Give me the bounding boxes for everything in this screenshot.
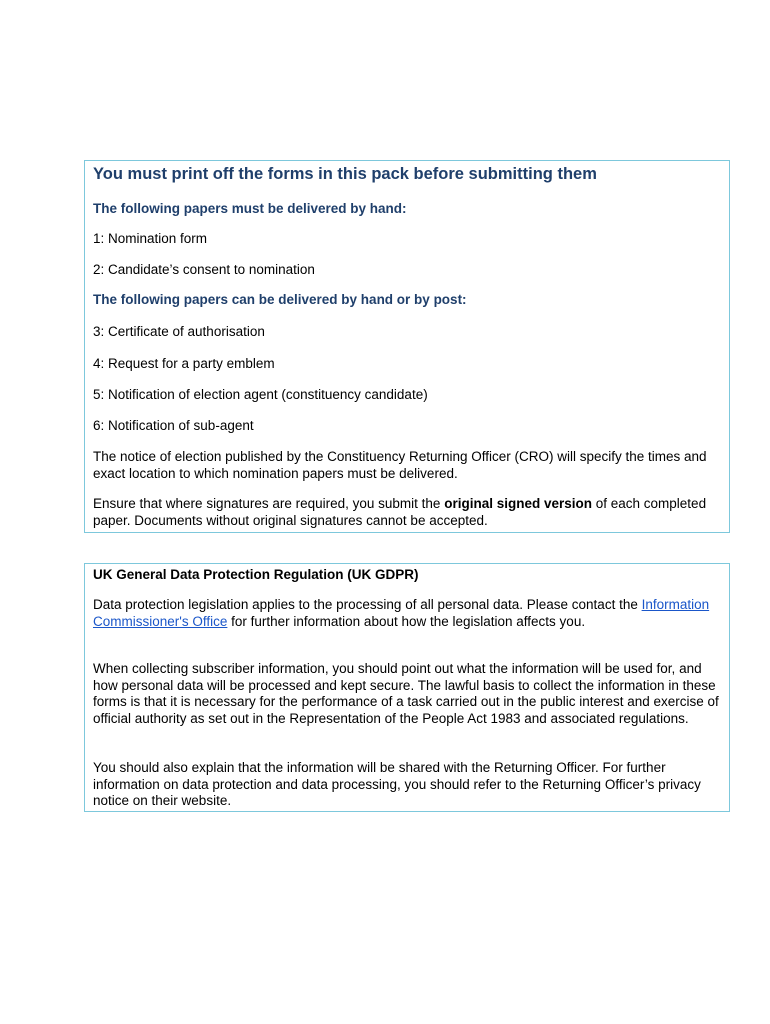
gdpr-paragraph-1 [93, 597, 721, 630]
by-hand-heading: The following papers must be delivered by hand: [93, 201, 407, 216]
signature-emphasis: original signed version [444, 496, 592, 511]
ico-link[interactable]: Information Commissioner's Office [93, 597, 710, 629]
list-item-sub-agent: 6: Notification of sub-agent [93, 418, 254, 433]
gdpr-box [84, 563, 730, 812]
signature-text-end: of each completed paper. Documents without original signatures cannot be accepted. [93, 496, 707, 528]
forms-instructions-box [84, 160, 730, 533]
list-item-nomination-form: 1: Nomination form [93, 231, 208, 246]
signature-requirement-paragraph [93, 496, 721, 529]
gdpr-title: UK General Data Protection Regulation (UK GDPR) [93, 567, 419, 582]
hand-or-post-heading: The following papers can be delivered by hand or by post: [93, 292, 467, 307]
gdpr-para1-end: for further information about how the legislation affects you. [227, 613, 586, 629]
gdpr-paragraph-3: You should also explain that the information will be shared with the Returning Officer. For further information on data protection and data processing, you should refer to the Returning Officer’s privacy notice on their website. [93, 760, 701, 808]
signature-text-start: Ensure that where signatures are required, you submit the [93, 496, 445, 511]
notice-of-election-paragraph: The notice of election published by the Constituency Returning Officer (CRO) will specify the times and exact location to which nomination papers must be delivered. [93, 449, 707, 481]
gdpr-para1-start: Data protection legislation applies to the processing of all personal data. Please contact the [93, 597, 642, 612]
gdpr-paragraph-2: When collecting subscriber information, you should point out what the information will be used for, and how personal data will be processed and kept secure. The lawful basis to collect the information in these forms is that it is necessary for the performance of a task carried out in the public interest and exercise of official authority as set out in the Representation of the People Act 1983 and associated regulations. [93, 661, 719, 726]
list-item-party-emblem: 4: Request for a party emblem [93, 356, 275, 371]
forms-box-title: You must print off the forms in this pack before submitting them [93, 165, 597, 183]
list-item-certificate-authorisation: 3: Certificate of authorisation [93, 324, 265, 339]
list-item-election-agent: 5: Notification of election agent (constituency candidate) [93, 387, 428, 402]
list-item-candidate-consent: 2: Candidate’s consent to nomination [93, 262, 315, 277]
